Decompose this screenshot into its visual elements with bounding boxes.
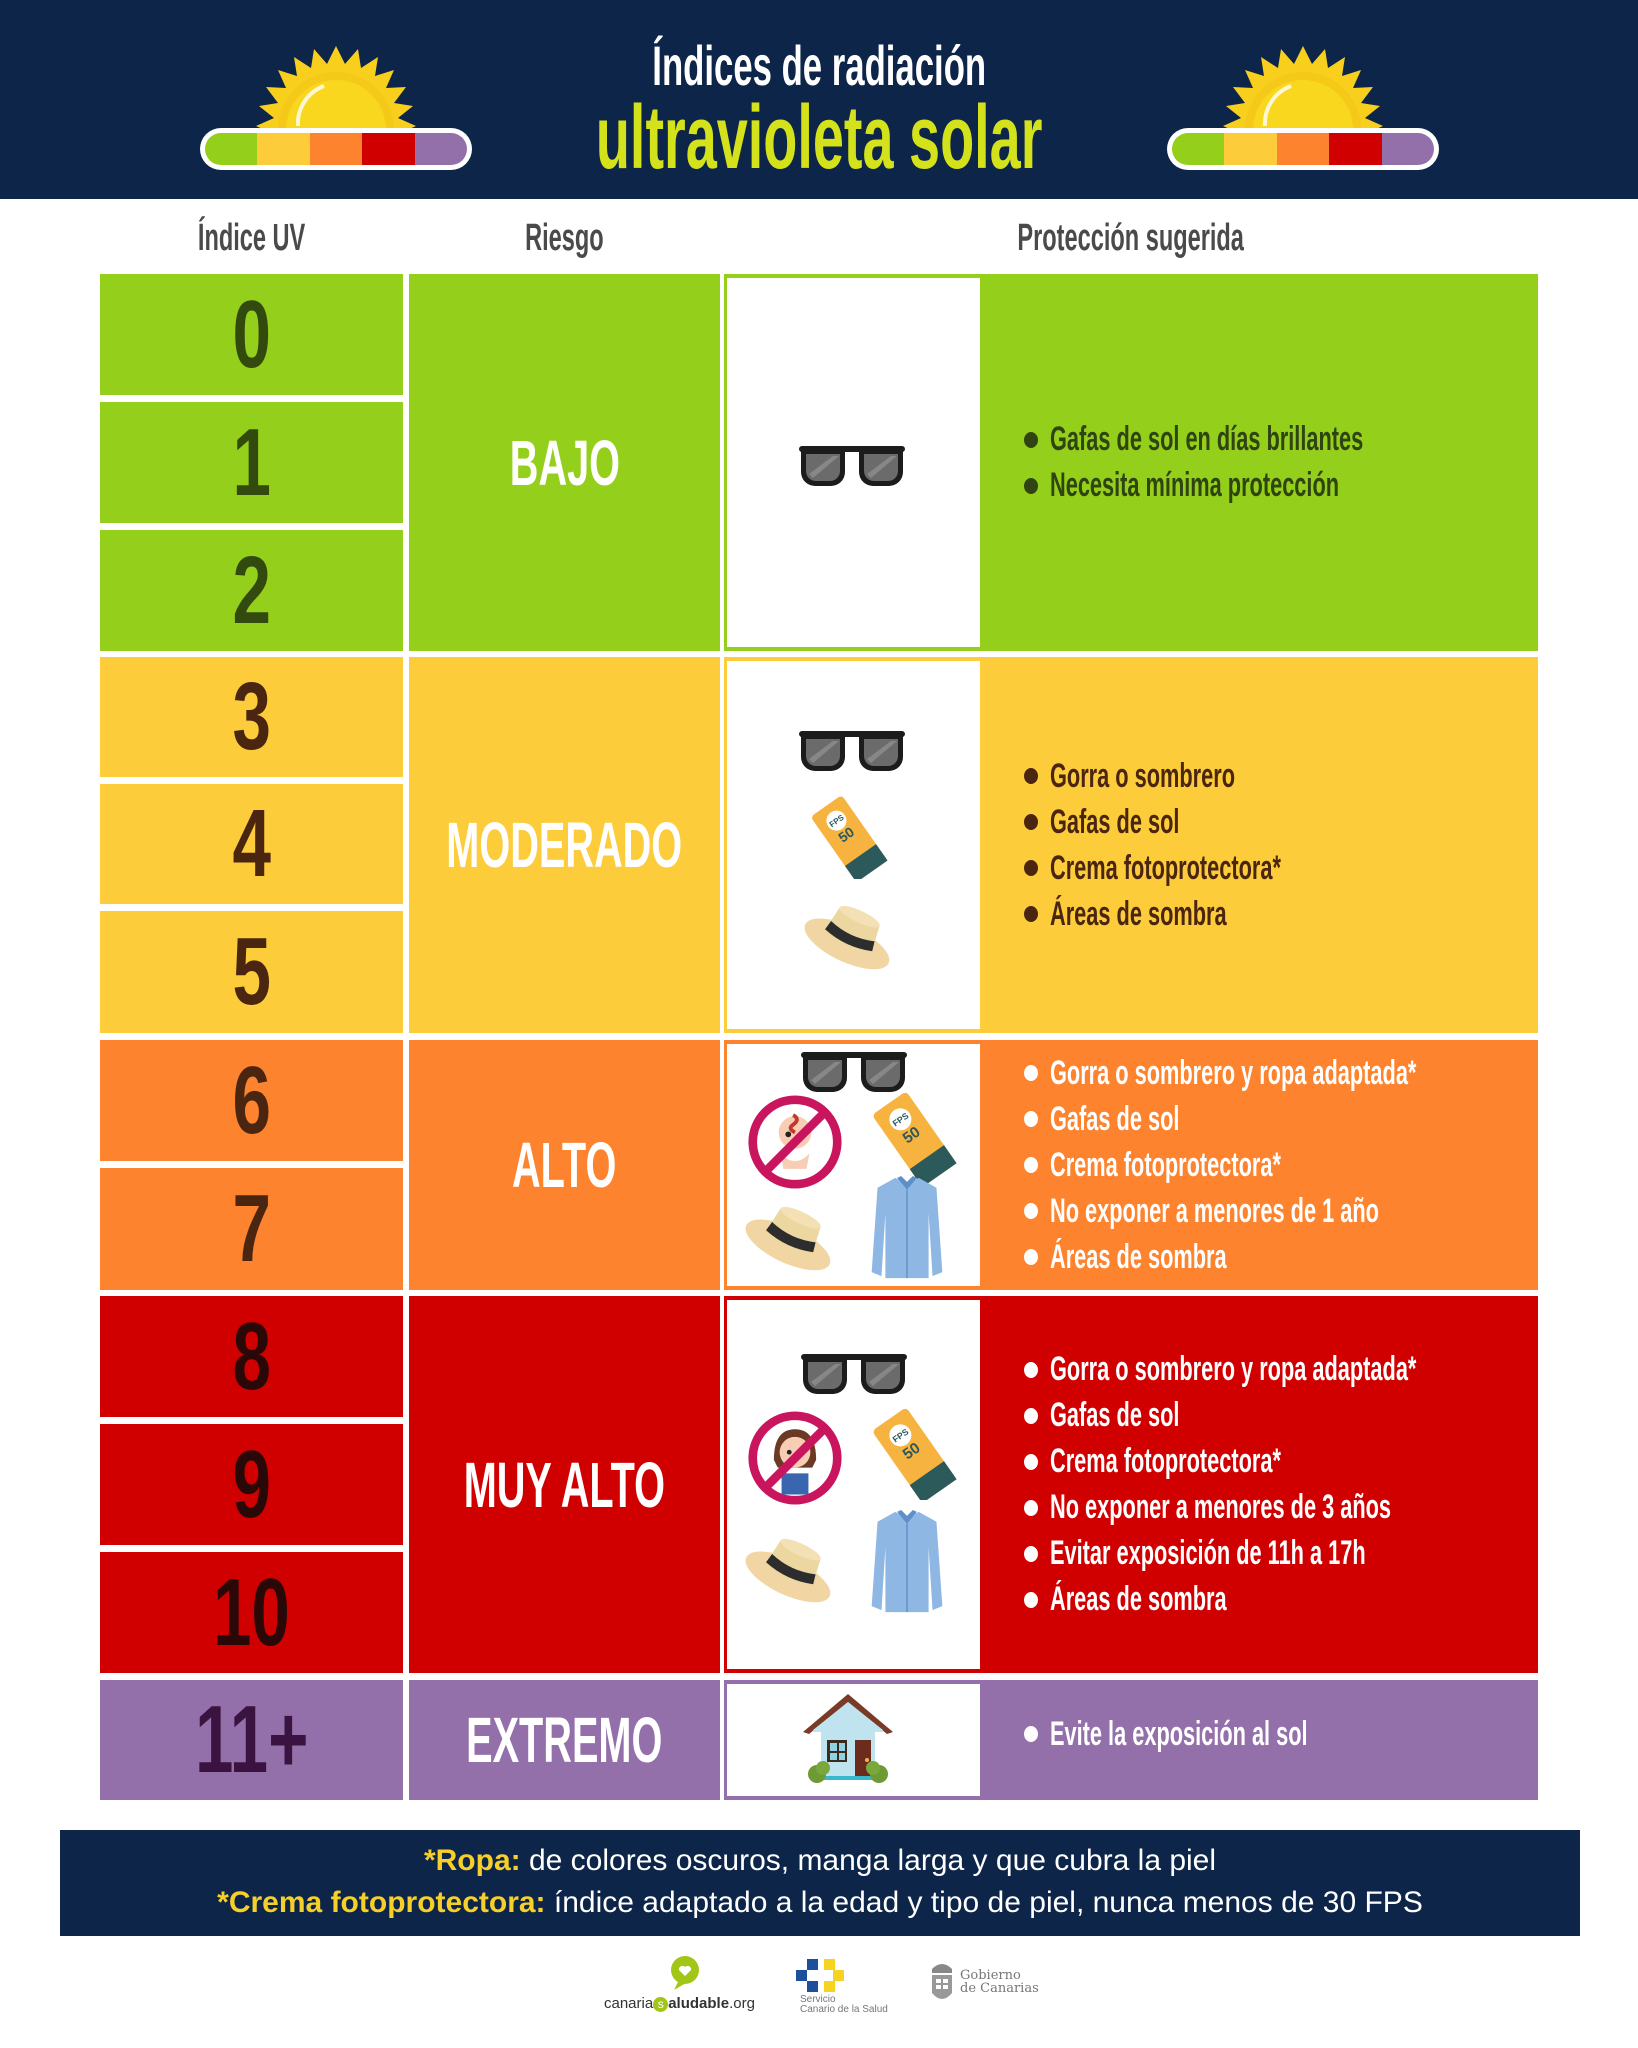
- index-cell-5: [100, 911, 403, 1033]
- hat-icon: [743, 1526, 843, 1606]
- protection-cell-alto: [724, 1040, 1538, 1290]
- bullet-icon: [1024, 478, 1038, 494]
- icon-panel: [727, 661, 980, 1029]
- sunscreen-icon: [857, 1084, 967, 1184]
- header-banner: [0, 0, 1638, 199]
- column-header-index-text: Índice UV: [197, 217, 306, 259]
- risk-cell-muy-alto: [409, 1296, 720, 1673]
- protection-item: [1024, 1096, 1518, 1142]
- protection-text: Gafas de sol en días brillantes: [1050, 420, 1364, 458]
- protection-item: [1024, 891, 1518, 937]
- protection-list: [1024, 274, 1518, 651]
- logo-gobierno-text: Gobierno de Canarias: [960, 1968, 1039, 1996]
- band-muy-alto: [100, 1296, 1538, 1673]
- risk-label: EXTREMO: [466, 1704, 663, 1776]
- protection-text: Gafas de sol: [1050, 802, 1180, 841]
- bullet-icon: [1024, 1408, 1038, 1424]
- shirt-icon: [867, 1174, 947, 1282]
- coat-of-arms-icon: [928, 1959, 956, 2005]
- protection-item: [1024, 463, 1518, 509]
- index-cell-11-plus: [100, 1680, 403, 1800]
- bullet-icon: [1024, 1546, 1038, 1562]
- protection-text: Gafas de sol: [1050, 1099, 1180, 1138]
- bullet-icon: [1024, 1500, 1038, 1516]
- band-alto: [100, 1040, 1538, 1290]
- icon-panel: [727, 278, 980, 647]
- index-cell-10: [100, 1552, 403, 1673]
- column-header-risk: [409, 214, 720, 262]
- index-cell-9: [100, 1424, 403, 1545]
- icon-panel: [727, 1300, 980, 1669]
- index-cell-4: [100, 784, 403, 904]
- protection-item: [1024, 799, 1518, 845]
- index-value: 7: [232, 1175, 271, 1282]
- protection-text: No exponer a menores de 3 años: [1050, 1488, 1392, 1526]
- band-moderado: [100, 657, 1538, 1033]
- sunglasses-icon: [799, 1352, 909, 1396]
- scale-orange: [1277, 133, 1329, 165]
- protection-item: [1024, 1711, 1518, 1757]
- protection-cell-muy-alto: [724, 1296, 1538, 1673]
- footnote-label: *Crema fotoprotectora:: [217, 1886, 546, 1919]
- bullet-icon: [1024, 432, 1038, 448]
- footnote-ropa: [60, 1844, 1580, 1878]
- logo-canarias-saludable[interactable]: [604, 1955, 754, 2017]
- logo-gobierno-canarias[interactable]: [928, 1955, 1038, 2017]
- index-value: 3: [232, 663, 271, 770]
- scs-cross-icon: [796, 1959, 844, 1995]
- bullet-icon: [1024, 1454, 1038, 1470]
- bullet-icon: [1024, 1203, 1038, 1219]
- risk-cell-extremo: [409, 1680, 720, 1800]
- protection-item: [1024, 1393, 1518, 1439]
- icon-panel: [727, 1684, 980, 1796]
- sunglasses-icon: [797, 729, 907, 773]
- risk-label: ALTO: [512, 1129, 617, 1201]
- index-cell-1: [100, 402, 403, 523]
- risk-cell-bajo: [409, 274, 720, 651]
- protection-text: Evitar exposición de 11h a 17h: [1050, 1534, 1366, 1572]
- protection-cell-moderado: [724, 657, 1538, 1033]
- risk-label: BAJO: [509, 426, 620, 499]
- icon-panel: [727, 1044, 980, 1286]
- sponsor-logos: [0, 1955, 1638, 2025]
- index-cell-6: [100, 1040, 403, 1161]
- bullet-icon: [1024, 1726, 1038, 1742]
- risk-cell-moderado: [409, 657, 720, 1033]
- sunscreen-icon: [797, 789, 897, 879]
- sun-uv-scale-right: [1167, 46, 1439, 172]
- bullet-icon: [1024, 1362, 1038, 1378]
- protection-list: [1024, 1040, 1518, 1290]
- bullet-icon: [1024, 1065, 1038, 1081]
- bullet-icon: [1024, 814, 1038, 830]
- protection-cell-bajo: [724, 274, 1538, 651]
- sun-icon: [1167, 46, 1439, 136]
- index-value: 8: [232, 1302, 271, 1410]
- protection-item: [1024, 1234, 1518, 1280]
- protection-text: Crema fotoprotectora*: [1050, 1145, 1281, 1184]
- protection-text: Evite la exposición al sol: [1050, 1714, 1308, 1753]
- protection-text: Necesita mínima protección: [1050, 466, 1340, 504]
- footnote-label: *Ropa:: [423, 1844, 521, 1877]
- protection-text: Gorra o sombrero: [1050, 756, 1236, 795]
- scale-green: [1172, 133, 1224, 165]
- index-value: 2: [232, 536, 271, 644]
- band-bajo: [100, 274, 1538, 651]
- scale-yellow: [1224, 133, 1276, 165]
- risk-label: MUY ALTO: [463, 1448, 666, 1521]
- footnote-text: índice adaptado a la edad y tipo de piel, nunca menos de 30 FPS: [545, 1886, 1423, 1919]
- heart-bubble-icon: [668, 1955, 702, 1991]
- footnote-crema: [60, 1886, 1580, 1920]
- protection-item: [1024, 1531, 1518, 1577]
- protection-text: Áreas de sombra: [1050, 1237, 1227, 1276]
- column-header-protection-text: Protección sugerida: [1017, 217, 1245, 259]
- protection-item: [1024, 1485, 1518, 1531]
- scale-purple: [1382, 133, 1434, 165]
- index-value: 4: [232, 790, 271, 897]
- bullet-icon: [1024, 1157, 1038, 1173]
- index-value: 9: [232, 1430, 271, 1538]
- uv-color-scale: [1167, 128, 1439, 170]
- protection-item: [1024, 845, 1518, 891]
- protection-text: Crema fotoprotectora*: [1050, 1442, 1281, 1480]
- index-value: 5: [232, 918, 271, 1025]
- index-value: 0: [232, 280, 271, 388]
- protection-text: Gorra o sombrero y ropa adaptada*: [1050, 1053, 1417, 1092]
- risk-cell-alto: [409, 1040, 720, 1290]
- footnote-text: de colores oscuros, manga larga y que cubra la piel: [520, 1844, 1217, 1877]
- sunscreen-icon: [857, 1400, 967, 1500]
- index-cell-7: [100, 1168, 403, 1290]
- shirt-icon: [867, 1508, 947, 1616]
- index-cell-0: [100, 274, 403, 395]
- protection-text: Gorra o sombrero y ropa adaptada*: [1050, 1350, 1417, 1388]
- no-baby-icon: [747, 1094, 843, 1190]
- risk-label: MODERADO: [446, 809, 683, 881]
- logo-canarias-saludable-text: canaria s aludable.org: [604, 1995, 755, 2012]
- hat-icon: [743, 1194, 843, 1274]
- band-extremo: [100, 1680, 1538, 1800]
- logo-servicio-canario-salud[interactable]: [796, 1955, 906, 2017]
- protection-list: [1024, 657, 1518, 1033]
- house-icon: [793, 1688, 903, 1788]
- bullet-icon: [1024, 1249, 1038, 1265]
- bullet-icon: [1024, 768, 1038, 784]
- protection-item: [1024, 417, 1518, 463]
- column-header-risk-text: Riesgo: [525, 217, 604, 259]
- protection-item: [1024, 1050, 1518, 1096]
- scale-red: [1329, 133, 1381, 165]
- protection-item: [1024, 1439, 1518, 1485]
- logo-scs-text: Servicio Canario de la Salud: [800, 1994, 888, 2015]
- protection-cell-extremo: [724, 1680, 1538, 1800]
- bullet-icon: [1024, 1111, 1038, 1127]
- protection-item: [1024, 1347, 1518, 1393]
- protection-item: [1024, 753, 1518, 799]
- sunglasses-icon: [797, 444, 907, 488]
- protection-list: [1024, 1296, 1518, 1673]
- index-cell-2: [100, 530, 403, 651]
- protection-item: [1024, 1577, 1518, 1623]
- title-line-2-text: ultravioleta solar: [595, 88, 1043, 188]
- index-value: 6: [232, 1046, 271, 1154]
- protection-item: [1024, 1188, 1518, 1234]
- protection-text: No exponer a menores de 1 año: [1050, 1191, 1379, 1230]
- no-child-icon: [747, 1410, 843, 1506]
- column-header-index: [100, 214, 403, 262]
- index-value: 11+: [194, 1686, 309, 1793]
- protection-text: Áreas de sombra: [1050, 894, 1227, 933]
- title-line-1-text: Índices de radiación: [652, 34, 986, 97]
- index-value: 1: [232, 408, 271, 516]
- hat-icon: [802, 893, 902, 973]
- protection-text: Áreas de sombra: [1050, 1580, 1227, 1618]
- index-cell-8: [100, 1296, 403, 1417]
- protection-list: [1024, 1680, 1518, 1788]
- footnotes: [60, 1830, 1580, 1936]
- index-cell-3: [100, 657, 403, 777]
- bullet-icon: [1024, 906, 1038, 922]
- protection-item: [1024, 1142, 1518, 1188]
- protection-text: Crema fotoprotectora*: [1050, 848, 1281, 887]
- bullet-icon: [1024, 860, 1038, 876]
- column-header-protection: [724, 214, 1538, 262]
- bullet-icon: [1024, 1592, 1038, 1608]
- index-value: 10: [213, 1558, 290, 1666]
- protection-text: Gafas de sol: [1050, 1396, 1180, 1434]
